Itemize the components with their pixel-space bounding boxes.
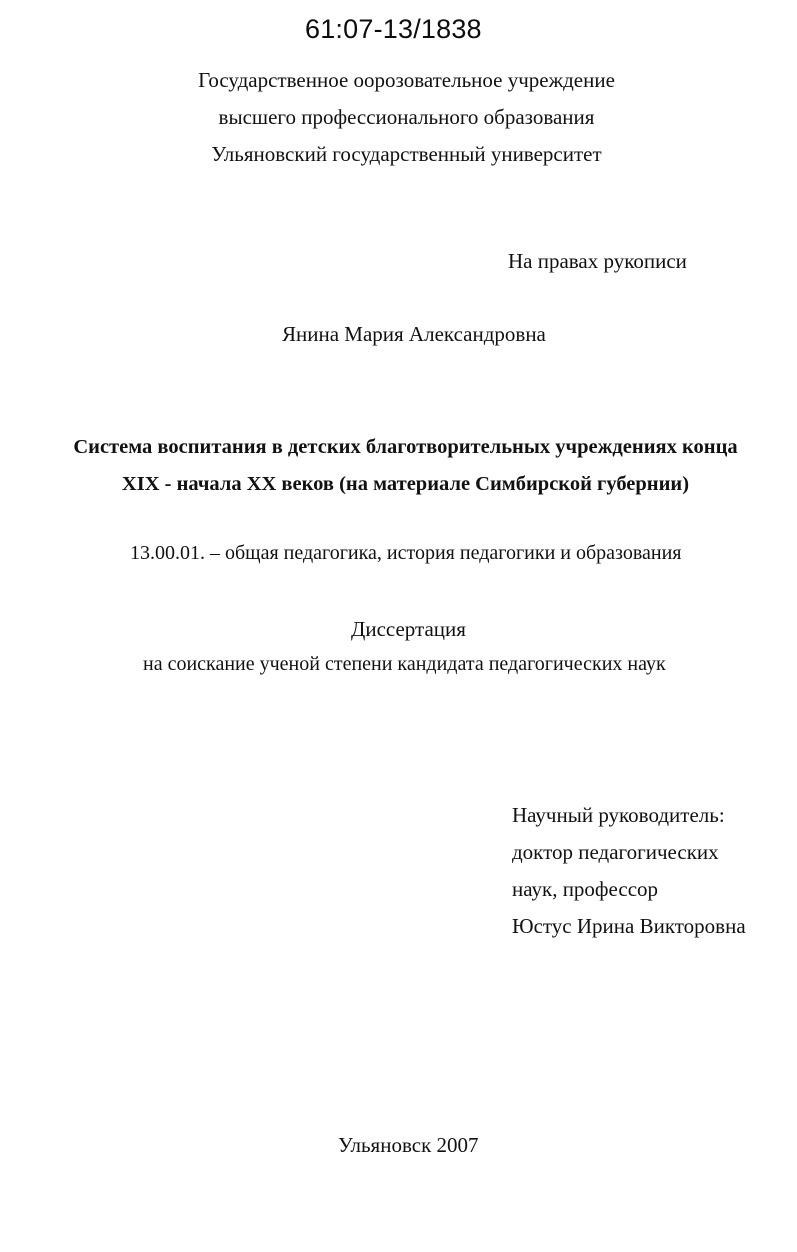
- institution-line-1: Государственное оорозовательное учреждение: [198, 68, 615, 92]
- title-line-1: Система воспитания в детских благотворительных учреждениях конца: [73, 436, 738, 458]
- title-line-2: XIX - начала XX веков (на материале Симбирской губернии): [121, 473, 690, 495]
- dissertation-type: Диссертация: [351, 617, 466, 641]
- author-name: Янина Мария Александровна: [282, 322, 546, 346]
- degree-line: на соискание ученой степени кандидата педагогических наук: [143, 653, 666, 675]
- advisor-degree-line-1: доктор педагогических: [512, 840, 719, 864]
- institution-block: [8, 62, 797, 173]
- advisor-name: Юстус Ирина Викторовна: [512, 914, 746, 938]
- dissertation-title: [0, 429, 797, 503]
- advisor-label: Научный руководитель:: [512, 803, 725, 827]
- city-year: Ульяновск 2007: [338, 1133, 479, 1157]
- manuscript-note: На правах рукописи: [508, 249, 687, 273]
- institution-line-3: Ульяновский государственный университет: [211, 142, 602, 166]
- advisor-block: [512, 797, 746, 945]
- advisor-degree-line-2: наук, профессор: [512, 877, 659, 901]
- archive-code: 61:07-13/1838: [305, 14, 482, 44]
- specialty-code: 13.00.01. – общая педагогика, история педагогики и образования: [130, 542, 682, 564]
- institution-line-2: высшего профессионального образования: [218, 105, 595, 129]
